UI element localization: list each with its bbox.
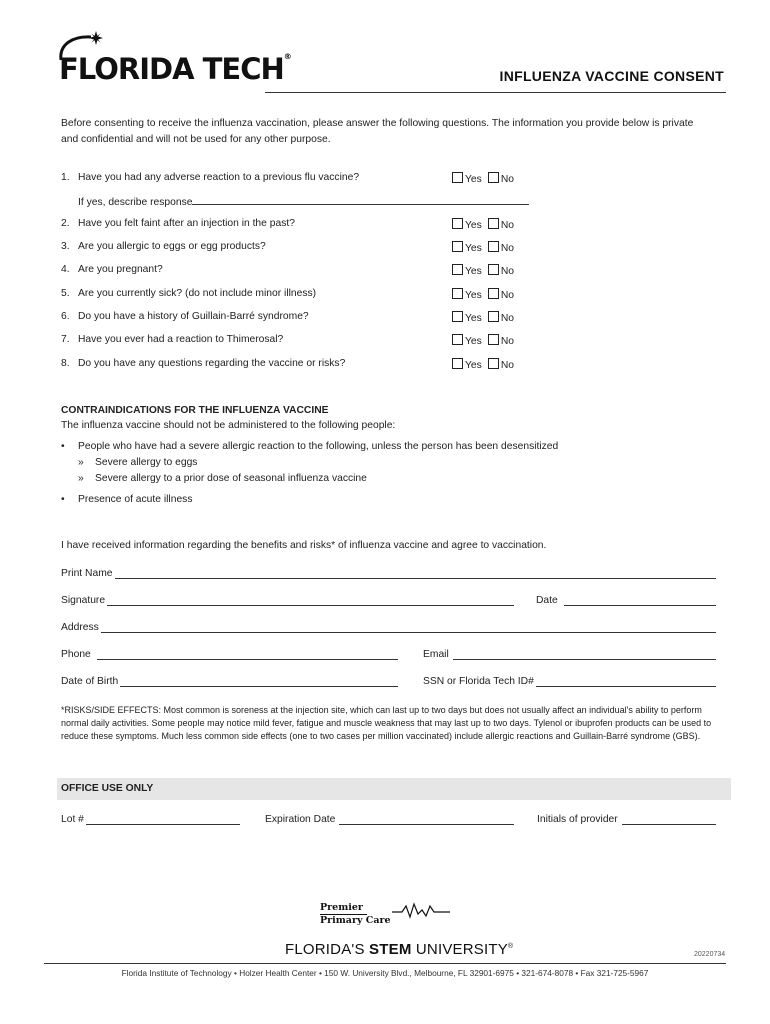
sub-item: » Severe allergy to eggs: [78, 457, 198, 468]
premier-primary-care-logo: Premier Primary Care: [320, 902, 391, 926]
intro-text: Before consenting to receive the influenza vaccination, please answer the following questions. The information you provide below is private and confidential and will not be used for any other purpose.: [61, 118, 694, 145]
contraindications-title: CONTRAINDICATIONS FOR THE INFLUENZA VACCINE: [61, 405, 329, 416]
sub-item: » Severe allergy to a prior dose of seasonal influenza vaccine: [78, 473, 367, 484]
dob-field[interactable]: Date of Birth: [61, 676, 398, 687]
stem-university-tagline: FLORIDA'S STEM UNIVERSITY®: [285, 941, 514, 958]
yes-checkbox[interactable]: [452, 218, 463, 229]
yes-checkbox[interactable]: [452, 358, 463, 369]
ssn-id-field[interactable]: SSN or Florida Tech ID#: [423, 676, 716, 687]
yes-label: Yes: [465, 174, 482, 185]
question-3: 3. Are you allergic to eggs or egg products?: [61, 241, 266, 252]
yes-label: Yes: [465, 266, 482, 277]
no-label: No: [500, 313, 514, 324]
yes-label: Yes: [465, 290, 482, 301]
yes-checkbox[interactable]: [452, 264, 463, 275]
yes-no-options: [452, 172, 514, 185]
risks-side-effects: *RISKS/SIDE EFFECTS: Most common is soreness at the injection site, which can last up to two days but does not usually affect an individual's ability to perform normal daily activities. Some people may notice mild fever, fatigue and muscle weakness that may last up to two days. Tylenol or ibuprofen products can be used to reduce these symptoms. Much less common side effects (one to two cases per million vaccinated) include allergic reactions and Guillain-Barré syndrome (GBS).: [61, 705, 712, 741]
no-label: No: [500, 266, 514, 277]
no-label: No: [500, 243, 514, 254]
yes-no-options: [452, 264, 514, 277]
followup-line[interactable]: If yes, describe response: [78, 195, 529, 208]
phone-field[interactable]: Phone: [61, 649, 398, 660]
footer-rule: [44, 963, 726, 964]
no-checkbox[interactable]: [488, 241, 499, 252]
question-7: 7. Have you ever had a reaction to Thimerosal?: [61, 334, 284, 345]
yes-checkbox[interactable]: [452, 241, 463, 252]
yes-checkbox[interactable]: [452, 288, 463, 299]
yes-checkbox[interactable]: [452, 172, 463, 183]
yes-no-options: [452, 311, 514, 324]
contraindications-text: The influenza vaccine should not be administered to the following people:: [61, 420, 396, 431]
question-8: 8. Do you have any questions regarding the vaccine or risks?: [61, 358, 346, 369]
expiration-date-field[interactable]: Expiration Date: [265, 814, 514, 825]
question-6: 6. Do you have a history of Guillain-Barré syndrome?: [61, 311, 309, 322]
form-code: 20220734: [694, 951, 726, 958]
no-label: No: [500, 220, 514, 231]
no-label: No: [500, 174, 514, 185]
provider-initials-field[interactable]: Initials of provider: [537, 814, 716, 825]
no-checkbox[interactable]: [488, 264, 499, 275]
no-checkbox[interactable]: [488, 288, 499, 299]
bullet-item: • People who have had a severe allergic reaction to the following, unless the person has been desensitized: [61, 441, 559, 452]
yes-label: Yes: [465, 243, 482, 254]
yes-label: Yes: [465, 313, 482, 324]
no-checkbox[interactable]: [488, 172, 499, 183]
no-label: No: [500, 360, 514, 371]
bullet-item: • Presence of acute illness: [61, 494, 193, 505]
no-checkbox[interactable]: [488, 311, 499, 322]
no-label: No: [500, 336, 514, 347]
signature-field[interactable]: Signature: [61, 595, 514, 606]
yes-no-options: [452, 218, 514, 231]
question-1: 1. Have you had any adverse reaction to a previous flu vaccine?: [61, 172, 360, 183]
lot-field[interactable]: Lot #: [61, 814, 240, 825]
date-field[interactable]: Date: [536, 595, 716, 606]
question-5: 5. Are you currently sick? (do not include minor illness): [61, 288, 317, 299]
yes-label: Yes: [465, 360, 482, 371]
heartbeat-icon: [392, 902, 452, 920]
office-use-title: OFFICE USE ONLY: [61, 783, 154, 794]
no-checkbox[interactable]: [488, 218, 499, 229]
agreement-text: I have received information regarding the benefits and risks* of influenza vaccine and agree to vaccination.: [61, 540, 547, 551]
yes-no-options: [452, 358, 514, 371]
footer-address: Florida Institute of Technology • Holzer Health Center • 150 W. University Blvd., Melbourne, FL 32901-6975 • 321-674-8078 • Fax 321-725-5967: [121, 968, 649, 978]
no-checkbox[interactable]: [488, 334, 499, 345]
yes-no-options: [452, 288, 514, 301]
email-field[interactable]: Email: [423, 649, 716, 660]
yes-label: Yes: [465, 220, 482, 231]
title-rule: [265, 92, 726, 93]
page-title: INFLUENZA VACCINE CONSENT: [499, 68, 724, 84]
florida-tech-logo: [43, 30, 291, 90]
yes-no-options: [452, 334, 514, 347]
print-name-field[interactable]: Print Name: [61, 568, 716, 579]
question-4: 4. Are you pregnant?: [61, 264, 163, 275]
yes-no-options: [452, 241, 514, 254]
yes-label: Yes: [465, 336, 482, 347]
office-use-bar: [57, 778, 731, 800]
question-2: 2. Have you felt faint after an injection in the past?: [61, 218, 295, 229]
no-checkbox[interactable]: [488, 358, 499, 369]
logo-wordmark: FLORIDA TECH®: [59, 52, 291, 86]
yes-checkbox[interactable]: [452, 311, 463, 322]
address-field[interactable]: Address: [61, 622, 716, 633]
yes-checkbox[interactable]: [452, 334, 463, 345]
no-label: No: [500, 290, 514, 301]
